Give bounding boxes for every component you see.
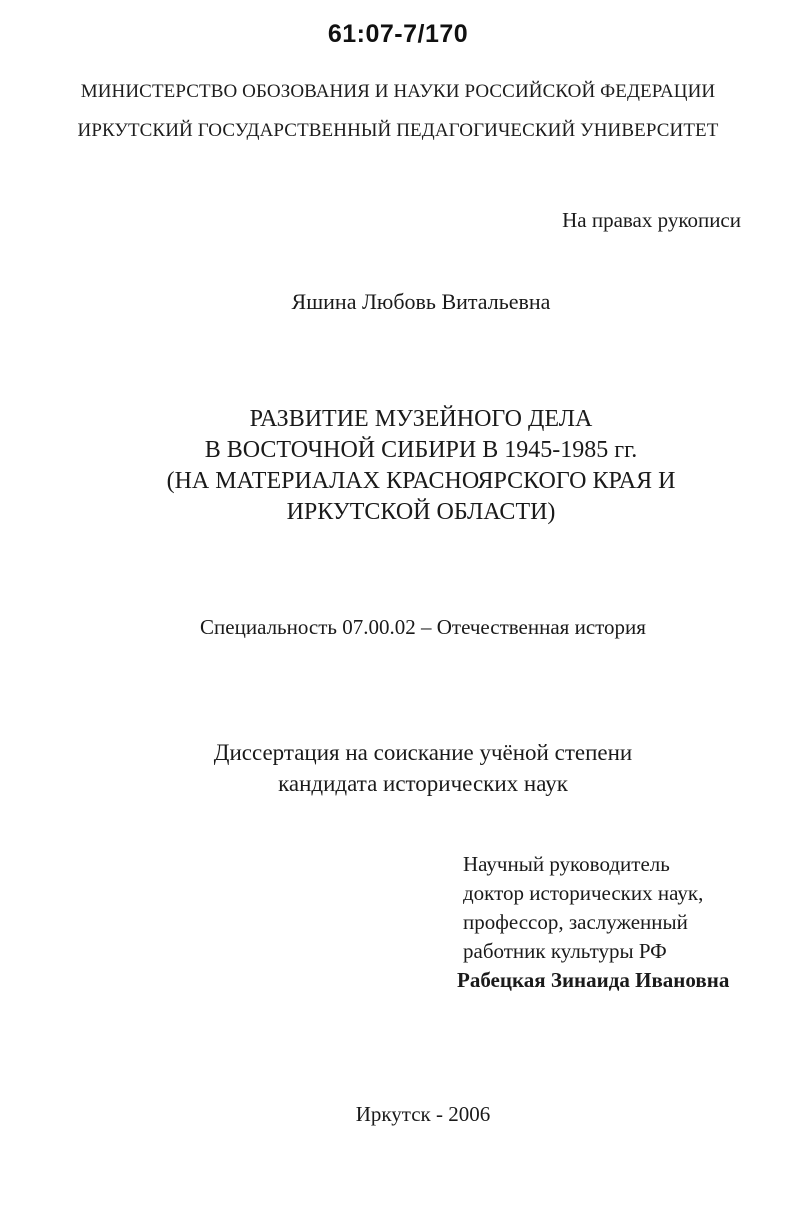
university-name: ИРКУТСКИЙ ГОСУДАРСТВЕННЫЙ ПЕДАГОГИЧЕСКИЙ УНИВЕРСИТЕТ (77, 120, 719, 141)
dissertation-title (0, 404, 796, 528)
supervisor-line: работник культуры РФ (463, 939, 667, 963)
degree-line: Диссертация на соискание учёной степени (213, 740, 633, 765)
title-line: РАЗВИТИЕ МУЗЕЙНОГО ДЕЛА (249, 406, 593, 432)
supervisor-line: доктор исторических наук, (463, 881, 704, 905)
author-name: Яшина Любовь Витальевна (291, 289, 551, 314)
city-year: Иркутск - 2006 (355, 1102, 491, 1126)
archive-code: 61:07-7/170 (327, 20, 469, 48)
supervisor-line: Научный руководитель (463, 852, 670, 876)
supervisor-name: Рабецкая Зинаида Ивановна (457, 968, 730, 992)
supervisor-block (457, 850, 730, 995)
title-line: ИРКУТСКОЙ ОБЛАСТИ) (286, 499, 556, 525)
supervisor-line: профессор, заслуженный (463, 910, 688, 934)
title-line: (НА МАТЕРИАЛАХ КРАСНОЯРСКОГО КРАЯ И (166, 468, 676, 494)
degree-line: кандидата исторических наук (278, 771, 568, 796)
manuscript-note: На правах рукописи (562, 208, 741, 232)
ministry-name: МИНИСТЕРСТВО ОБОЗОВАНИЯ И НАУКИ РОССИЙСКОЙ ФЕДЕРАЦИИ (80, 81, 716, 102)
title-line: В ВОСТОЧНОЙ СИБИРИ В 1945-1985 гг. (204, 437, 638, 463)
specialty: Специальность 07.00.02 – Отечественная история (200, 615, 646, 639)
degree-statement (0, 737, 796, 799)
